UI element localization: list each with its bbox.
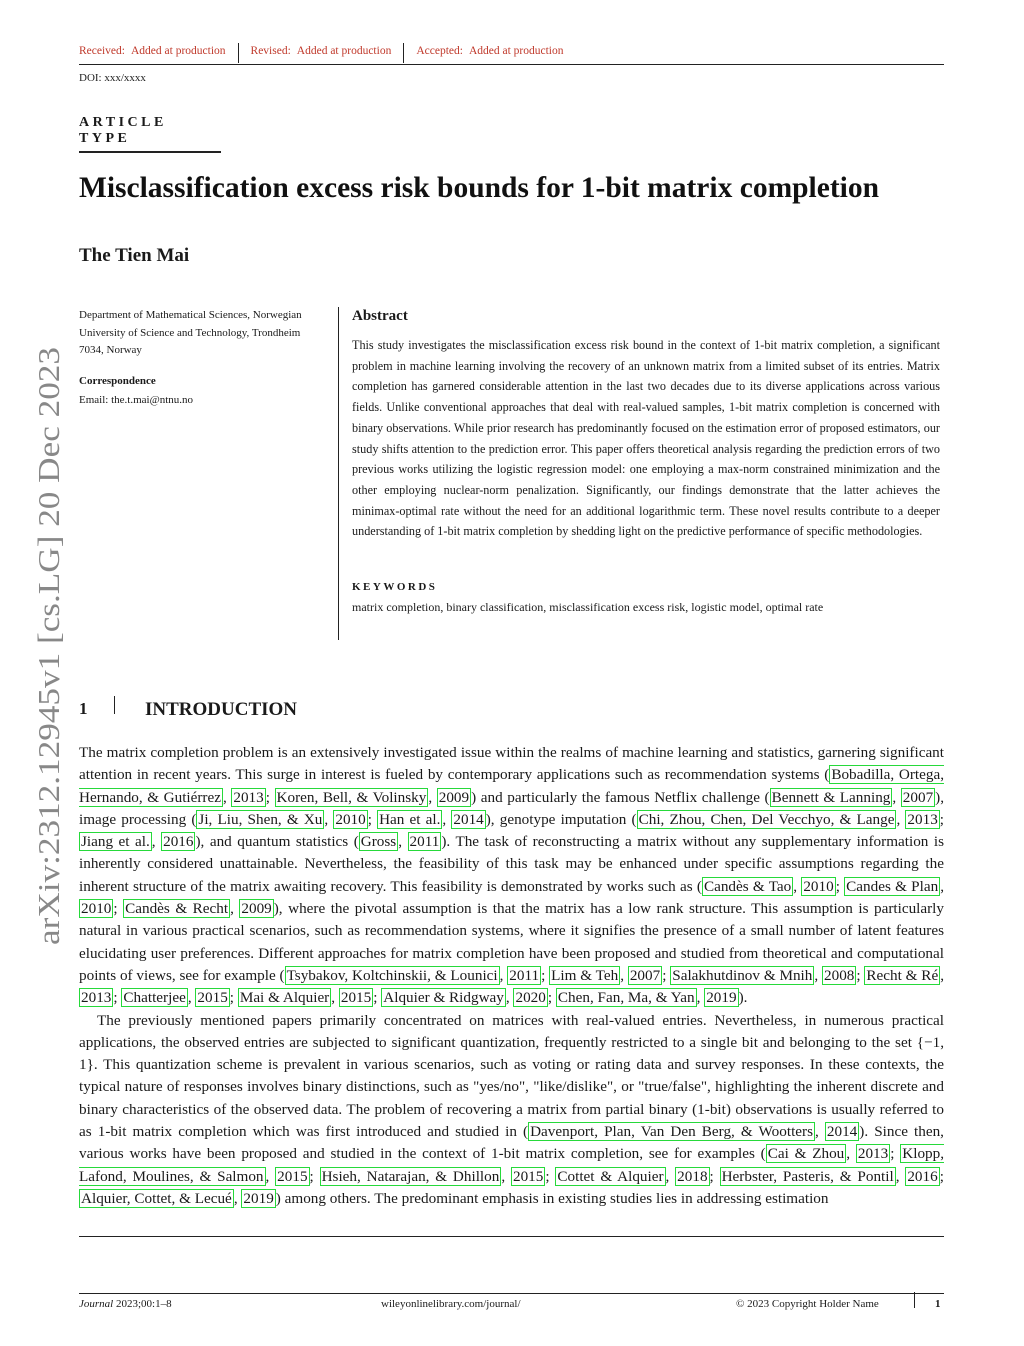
- body-text-run: ;: [309, 1167, 320, 1185]
- body-text-run: ,: [230, 900, 240, 918]
- citation-link[interactable]: 2019: [243, 1189, 274, 1207]
- citation-link[interactable]: 2014: [826, 1123, 858, 1141]
- body-text-run: ,: [151, 833, 162, 851]
- revised-value: Added at production: [296, 45, 392, 57]
- citation-link[interactable]: 2009: [438, 788, 470, 806]
- footer-journal: [79, 1298, 172, 1310]
- citation-link[interactable]: 2016: [907, 1167, 938, 1185]
- footer-divider: [914, 1292, 915, 1308]
- footer-rule: [79, 1293, 944, 1294]
- body-text-run: ,: [505, 989, 514, 1007]
- citation-link[interactable]: 2015: [340, 989, 372, 1007]
- body-text-run: ;: [547, 989, 556, 1007]
- body-text-run: ,: [846, 1145, 856, 1163]
- citation-link[interactable]: Koren, Bell, & Volinsky: [276, 788, 427, 806]
- citation-link[interactable]: 2015: [197, 989, 228, 1007]
- citation-link[interactable]: Tsybakov, Koltchinskii, & Lounici: [286, 966, 498, 984]
- page-footer: [79, 1298, 944, 1314]
- body-text-run: ;: [545, 1167, 556, 1185]
- body-text-run: ;: [939, 810, 945, 828]
- body-text-run: ;: [367, 810, 378, 828]
- citation-link[interactable]: 2010: [335, 810, 366, 828]
- affiliation: Department of Mathematical Sciences, Norwegian University of Science and Technology, Trondheim 7034, Norway: [79, 309, 302, 356]
- body-text-run: ), where the pivotal assumption is that the matrix has a low rank structure. This assumption is particularly natural in various practical scenarios, such as recommendation systems, where it signifies the presence of a small number of latent features elucidating user preferences. Different approaches for matrix completion have been proposed and studied from theoretical and computational points of views, see for example (: [79, 900, 944, 984]
- revised-date: [251, 43, 405, 63]
- citation-link[interactable]: 2008: [824, 966, 855, 984]
- citation-link[interactable]: Hsieh, Natarajan, & Dhillon: [321, 1167, 500, 1185]
- body-text-run: ) among others. The predominant emphasis in existing studies lies in addressing estimation: [275, 1189, 829, 1207]
- doi: DOI: xxx/xxxx: [79, 72, 146, 84]
- citation-link[interactable]: 2015: [512, 1167, 544, 1185]
- keywords-text: matrix completion, binary classification, misclassification excess risk, logistic model, optimal rate: [352, 600, 824, 614]
- section-title: INTRODUCTION: [145, 699, 298, 720]
- citation-link[interactable]: Cottet & Alquier: [557, 1167, 664, 1185]
- citation-link[interactable]: Recht & Ré: [866, 966, 939, 984]
- body-text-run: ,: [696, 989, 705, 1007]
- arxiv-stamp-text: arXiv:2312.12945v1 [cs.LG] 20 Dec 2023: [32, 426, 66, 945]
- citation-link[interactable]: Davenport, Plan, Van Den Berg, & Wootters: [530, 1123, 813, 1141]
- body-text-run: ,: [324, 810, 334, 828]
- citation-link[interactable]: Lim & Teh: [551, 966, 619, 984]
- citation-link[interactable]: Herbster, Pasteris, & Pontil: [721, 1167, 894, 1185]
- citation-link[interactable]: Chen, Fan, Ma, & Yan: [557, 989, 695, 1007]
- body-text-run: ;: [113, 989, 122, 1007]
- citation-link[interactable]: Chatterjee: [123, 989, 186, 1007]
- journal-info: 2023;00:1–8: [113, 1298, 172, 1310]
- citation-link[interactable]: 2015: [277, 1167, 308, 1185]
- citation-link[interactable]: Candès & Recht: [125, 900, 229, 918]
- received-label: Received:: [79, 45, 125, 57]
- body-text-run: The matrix completion problem is an extensively investigated issue within the realms of machine learning and statistics, garnering significant attention in recent years. This surge in interest is fueled by contemporary applications such as recommendation systems (: [79, 744, 944, 784]
- body-text-run: ,: [233, 1189, 242, 1207]
- body-text-run: ;: [835, 877, 845, 895]
- body-text-run: ,: [499, 966, 508, 984]
- citation-link[interactable]: 2013: [81, 989, 112, 1007]
- body-text-run: ,: [442, 810, 452, 828]
- citation-link[interactable]: 2020: [515, 989, 546, 1007]
- section-number: 1: [79, 699, 88, 718]
- correspondence-email: Email: the.t.mai@ntnu.no: [79, 394, 194, 406]
- keywords-heading: KEYWORDS: [352, 581, 438, 593]
- accepted-value: Added at production: [468, 45, 564, 57]
- body-text-run: ), genotype imputation (: [485, 810, 637, 828]
- footer-url[interactable]: wileyonlinelibrary.com/journal/: [381, 1298, 521, 1310]
- citation-link[interactable]: Jiang et al.: [81, 833, 150, 851]
- introduction-body: [79, 742, 944, 1210]
- body-text-run: ), image processing (: [79, 788, 945, 828]
- paragraph-1: [79, 742, 944, 1010]
- correspondence-heading: Correspondence: [79, 375, 156, 387]
- body-text-run: ) and particularly the famous Netflix challenge (: [471, 788, 770, 806]
- citation-link[interactable]: 2019: [706, 989, 737, 1007]
- citation-link[interactable]: Bennett & Lanning: [771, 788, 891, 806]
- body-text-run: ;: [939, 1167, 944, 1185]
- footer-copyright: © 2023 Copyright Holder Name: [736, 1298, 879, 1310]
- citation-link[interactable]: Bobadilla, Ortega, Hernando, & Gutiérrez: [79, 766, 944, 806]
- body-text-run: ;: [373, 989, 382, 1007]
- citation-link[interactable]: Salakhutdinov & Mnih: [672, 966, 813, 984]
- body-text-run: ,: [620, 966, 628, 984]
- body-text-run: ,: [940, 877, 944, 895]
- citation-link[interactable]: 2013: [233, 788, 264, 806]
- body-text-run: ,: [895, 1167, 906, 1185]
- body-text-run: ).: [738, 989, 748, 1007]
- citation-link[interactable]: Candès & Tao: [703, 877, 792, 895]
- citation-link[interactable]: 2016: [163, 833, 194, 851]
- paper-title: Misclassification excess risk bounds for 1-bit matrix completion: [79, 172, 880, 204]
- citation-link[interactable]: Ji, Liu, Shen, & Xu: [198, 810, 323, 828]
- accepted-label: Accepted:: [416, 45, 463, 57]
- received-date: [79, 43, 239, 63]
- body-text-run: ,: [501, 1167, 511, 1185]
- body-text-run: The previously mentioned papers primarily concentrated on matrices with real-valued entries. Nevertheless, in numerous practical applications, the observed entries are subjected to significant quantization, frequently restricted to a single bit and belonging to the set {−1, 1}. This quantization scheme is prevalent in various scenarios, such as voting or rating data and survey responses. In these contexts, the typical nature of responses involves binary distinctions, such as "yes/no", "like/dislike", or "true/false", highlighting the inherent discrete and binary characteristics of the observed data. The problem of recovering a matrix from partial binary (1-bit) observations is usually referred to as 1-bit matrix completion which was first introduced and studied in (: [79, 1011, 944, 1141]
- abstract-text: This study investigates the misclassification excess risk bound in the context of 1-bit matrix completion, a significant problem in machine learning involving the recovery of an unknown matrix from a limited subset of its entries. Matrix completion has garnered considerable attention in the last two decades due to its diverse applications across various fields. Unlike conventional approaches that deal with real-valued samples, 1-bit matrix completion is concerned with binary observations. While prior research has predominantly focused on the estimation error of proposed estimators, our study shifts attention to the prediction error. This paper offers theoretical analysis regarding the prediction errors of two previous works utilizing the logistic regression model: one employing a max-norm constrained minimization and the other employing nuclear-norm penalization. Significantly, our findings demonstrate that the latter achieves the minimax-optimal rate without the need for an additional logarithmic term. These novel results contribute to a deeper understanding of 1-bit matrix completion by shedding light on the predictive performance of specific methodologies.: [352, 338, 940, 539]
- citation-link[interactable]: 2013: [907, 810, 938, 828]
- citation-link[interactable]: 2018: [677, 1167, 708, 1185]
- body-text-run: ;: [265, 788, 275, 806]
- citation-link[interactable]: 2007: [902, 788, 934, 806]
- revised-label: Revised:: [250, 45, 291, 57]
- citation-link[interactable]: Alquier, Cottet, & Lecué: [81, 1189, 232, 1207]
- body-text-run: ;: [113, 900, 124, 918]
- citation-link[interactable]: 2007: [629, 966, 661, 984]
- article-type: ARTICLE TYPE: [79, 115, 221, 153]
- body-text-run: ,: [815, 1123, 825, 1141]
- body-text-run: ,: [187, 989, 196, 1007]
- citation-link[interactable]: 2014: [453, 810, 484, 828]
- body-text-run: ;: [662, 966, 671, 984]
- body-text-run: ,: [892, 788, 901, 806]
- author-name: The Tien Mai: [79, 245, 190, 266]
- citation-link[interactable]: Chi, Zhou, Chen, Del Vecchyo, & Lange: [638, 810, 895, 828]
- body-text-run: ,: [331, 989, 339, 1007]
- body-text-run: ,: [222, 788, 232, 806]
- abstract-divider: [338, 307, 339, 640]
- citation-link[interactable]: Mai & Alquier: [239, 989, 330, 1007]
- citation-link[interactable]: Cai & Zhou: [767, 1145, 845, 1163]
- body-text-run: ,: [896, 810, 906, 828]
- content-bottom-rule: [79, 1236, 944, 1237]
- citation-link[interactable]: 2013: [857, 1145, 889, 1163]
- body-text-run: ,: [793, 877, 802, 895]
- section-divider: [114, 696, 115, 714]
- citation-link[interactable]: 2011: [409, 833, 440, 851]
- citation-link[interactable]: 2011: [509, 966, 540, 984]
- received-value: Added at production: [130, 45, 226, 57]
- body-text-run: ,: [265, 1167, 276, 1185]
- arxiv-side-stamp: [27, 345, 67, 945]
- body-text-run: ;: [709, 1167, 720, 1185]
- body-text-run: ;: [541, 966, 550, 984]
- body-text-run: ). The task of reconstructing a matrix without any supplementary information is inherently considered unattainable. Nevertheless, the feasibility of this task may be enhanced under specific assumptions regarding the inherent structure of the matrix awaiting recovery. This feasibility is demonstrated by works such as (: [79, 833, 945, 895]
- publication-dates-bar: [79, 43, 944, 65]
- citation-link[interactable]: Klopp, Lafond, Moulines, & Salmon: [79, 1145, 945, 1185]
- body-text-run: ;: [856, 966, 865, 984]
- body-text-run: ,: [398, 833, 408, 851]
- body-text-run: ,: [940, 966, 944, 984]
- accepted-date: [416, 43, 575, 63]
- body-text-run: ,: [814, 966, 822, 984]
- citation-link[interactable]: 2010: [81, 900, 112, 918]
- body-text-run: ;: [229, 989, 238, 1007]
- paragraph-2: [79, 1010, 944, 1211]
- body-text-run: ,: [428, 788, 437, 806]
- citation-link[interactable]: Han et al.: [379, 810, 441, 828]
- body-text-run: ,: [665, 1167, 676, 1185]
- citation-link[interactable]: Candes & Plan: [846, 877, 939, 895]
- abstract-heading: Abstract: [352, 308, 408, 324]
- journal-name: Journal: [79, 1298, 114, 1310]
- citation-link[interactable]: Alquier & Ridgway: [383, 989, 504, 1007]
- body-text-run: ), and quantum statistics (: [195, 833, 359, 851]
- body-text-run: ). Since then, various works have been proposed and studied in the context of 1-bit matrix completion, see for examples (: [79, 1123, 944, 1163]
- citation-link[interactable]: 2009: [241, 900, 272, 918]
- citation-link[interactable]: 2010: [803, 877, 834, 895]
- body-text-run: ;: [890, 1145, 901, 1163]
- page-number: 1: [935, 1298, 941, 1310]
- citation-link[interactable]: Gross: [360, 833, 397, 851]
